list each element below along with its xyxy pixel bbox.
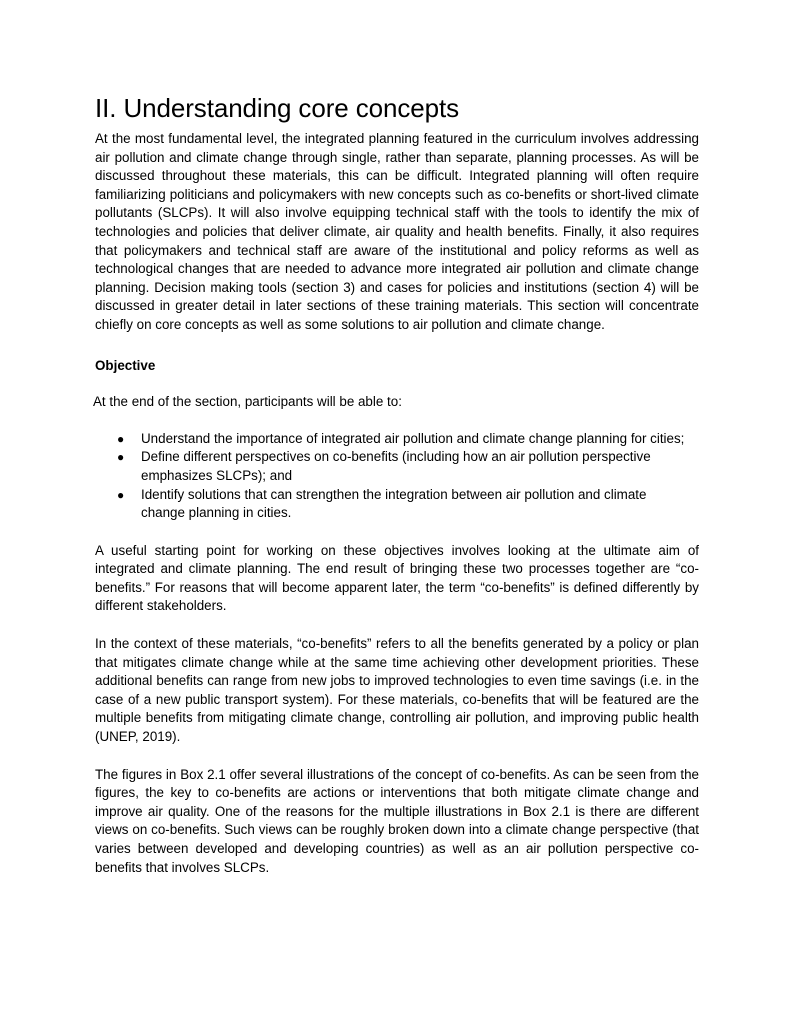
bullet-icon: ● [117,431,125,446]
body-paragraph: In the context of these materials, “co-benefits” refers to all the benefits generated by a policy or plan that mitigates climate change while at the same time achieving other development priorities. These additional benefits can range from new jobs to improved technologies to even time savings (i.e. in the case of a new public transport system). For these materials, co-benefits that will be featured are the multiple benefits from mitigating climate change, controlling air pollution, and improving public health (UNEP, 2019). [95,636,699,745]
bullet-icon: ● [117,487,125,502]
objective-list [95,430,699,523]
objective-lead: At the end of the section, participants will be able to: [93,394,402,410]
objective-item-text: Understand the importance of integrated air pollution and climate change planning for cities; [141,430,685,446]
objective-list-item [95,430,699,449]
document-page [95,93,699,877]
objective-heading: Objective [95,357,156,373]
body-paragraph: The figures in Box 2.1 offer several illustrations of the concept of co-benefits. As can be seen from the figures, the key to co-benefits are actions or interventions that both mitigate climate change and improve air quality. One of the reasons for the multiple illustrations in Box 2.1 is there are different views on co-benefits. Such views can be roughly broken down into a climate change perspective (that varies between developed and developing countries) as well as an air pollution perspective co-benefits that involves SLCPs. [95,766,699,875]
bullet-icon: ● [117,450,125,465]
body-paragraph: A useful starting point for working on these objectives involves looking at the ultimate aim of integrated and climate planning. The end result of bringing these two processes together are “co-benefits.” For reasons that will become apparent later, the term “co-benefits” is defined differently by different stakeholders. [95,542,699,614]
intro-paragraph: At the most fundamental level, the integrated planning featured in the curriculum involves addressing air pollution and climate change through single, rather than separate, planning processes. As will be discussed throughout these materials, this can be difficult. Integrated planning will often require familiarizing politicians and policymakers with new concepts such as co-benefits or short-lived climate pollutants (SLCPs). It will also involve equipping technical staff with the tools to identify the mix of technologies and policies that deliver climate, air quality and health benefits. Finally, it also requires that policymakers and technical staff are aware of the institutional and policy reforms as well as technological changes that are needed to advance more integrated air pollution and climate change planning. Decision making tools (section 3) and cases for policies and institutions (section 4) will be discussed in greater detail in later sections of these training materials. This section will concentrate chiefly on core concepts as well as some solutions to air pollution and climate change. [95,131,699,332]
objective-item-text: Define different perspectives on co-benefits (including how an air pollution perspective emphasizes SLCPs); and [141,449,651,483]
objective-list-item [95,448,699,485]
objective-list-item [95,486,699,523]
section-title: II. Understanding core concepts [95,93,459,123]
objective-item-text: Identify solutions that can strengthen the integration between air pollution and climate change planning in cities. [141,486,647,521]
